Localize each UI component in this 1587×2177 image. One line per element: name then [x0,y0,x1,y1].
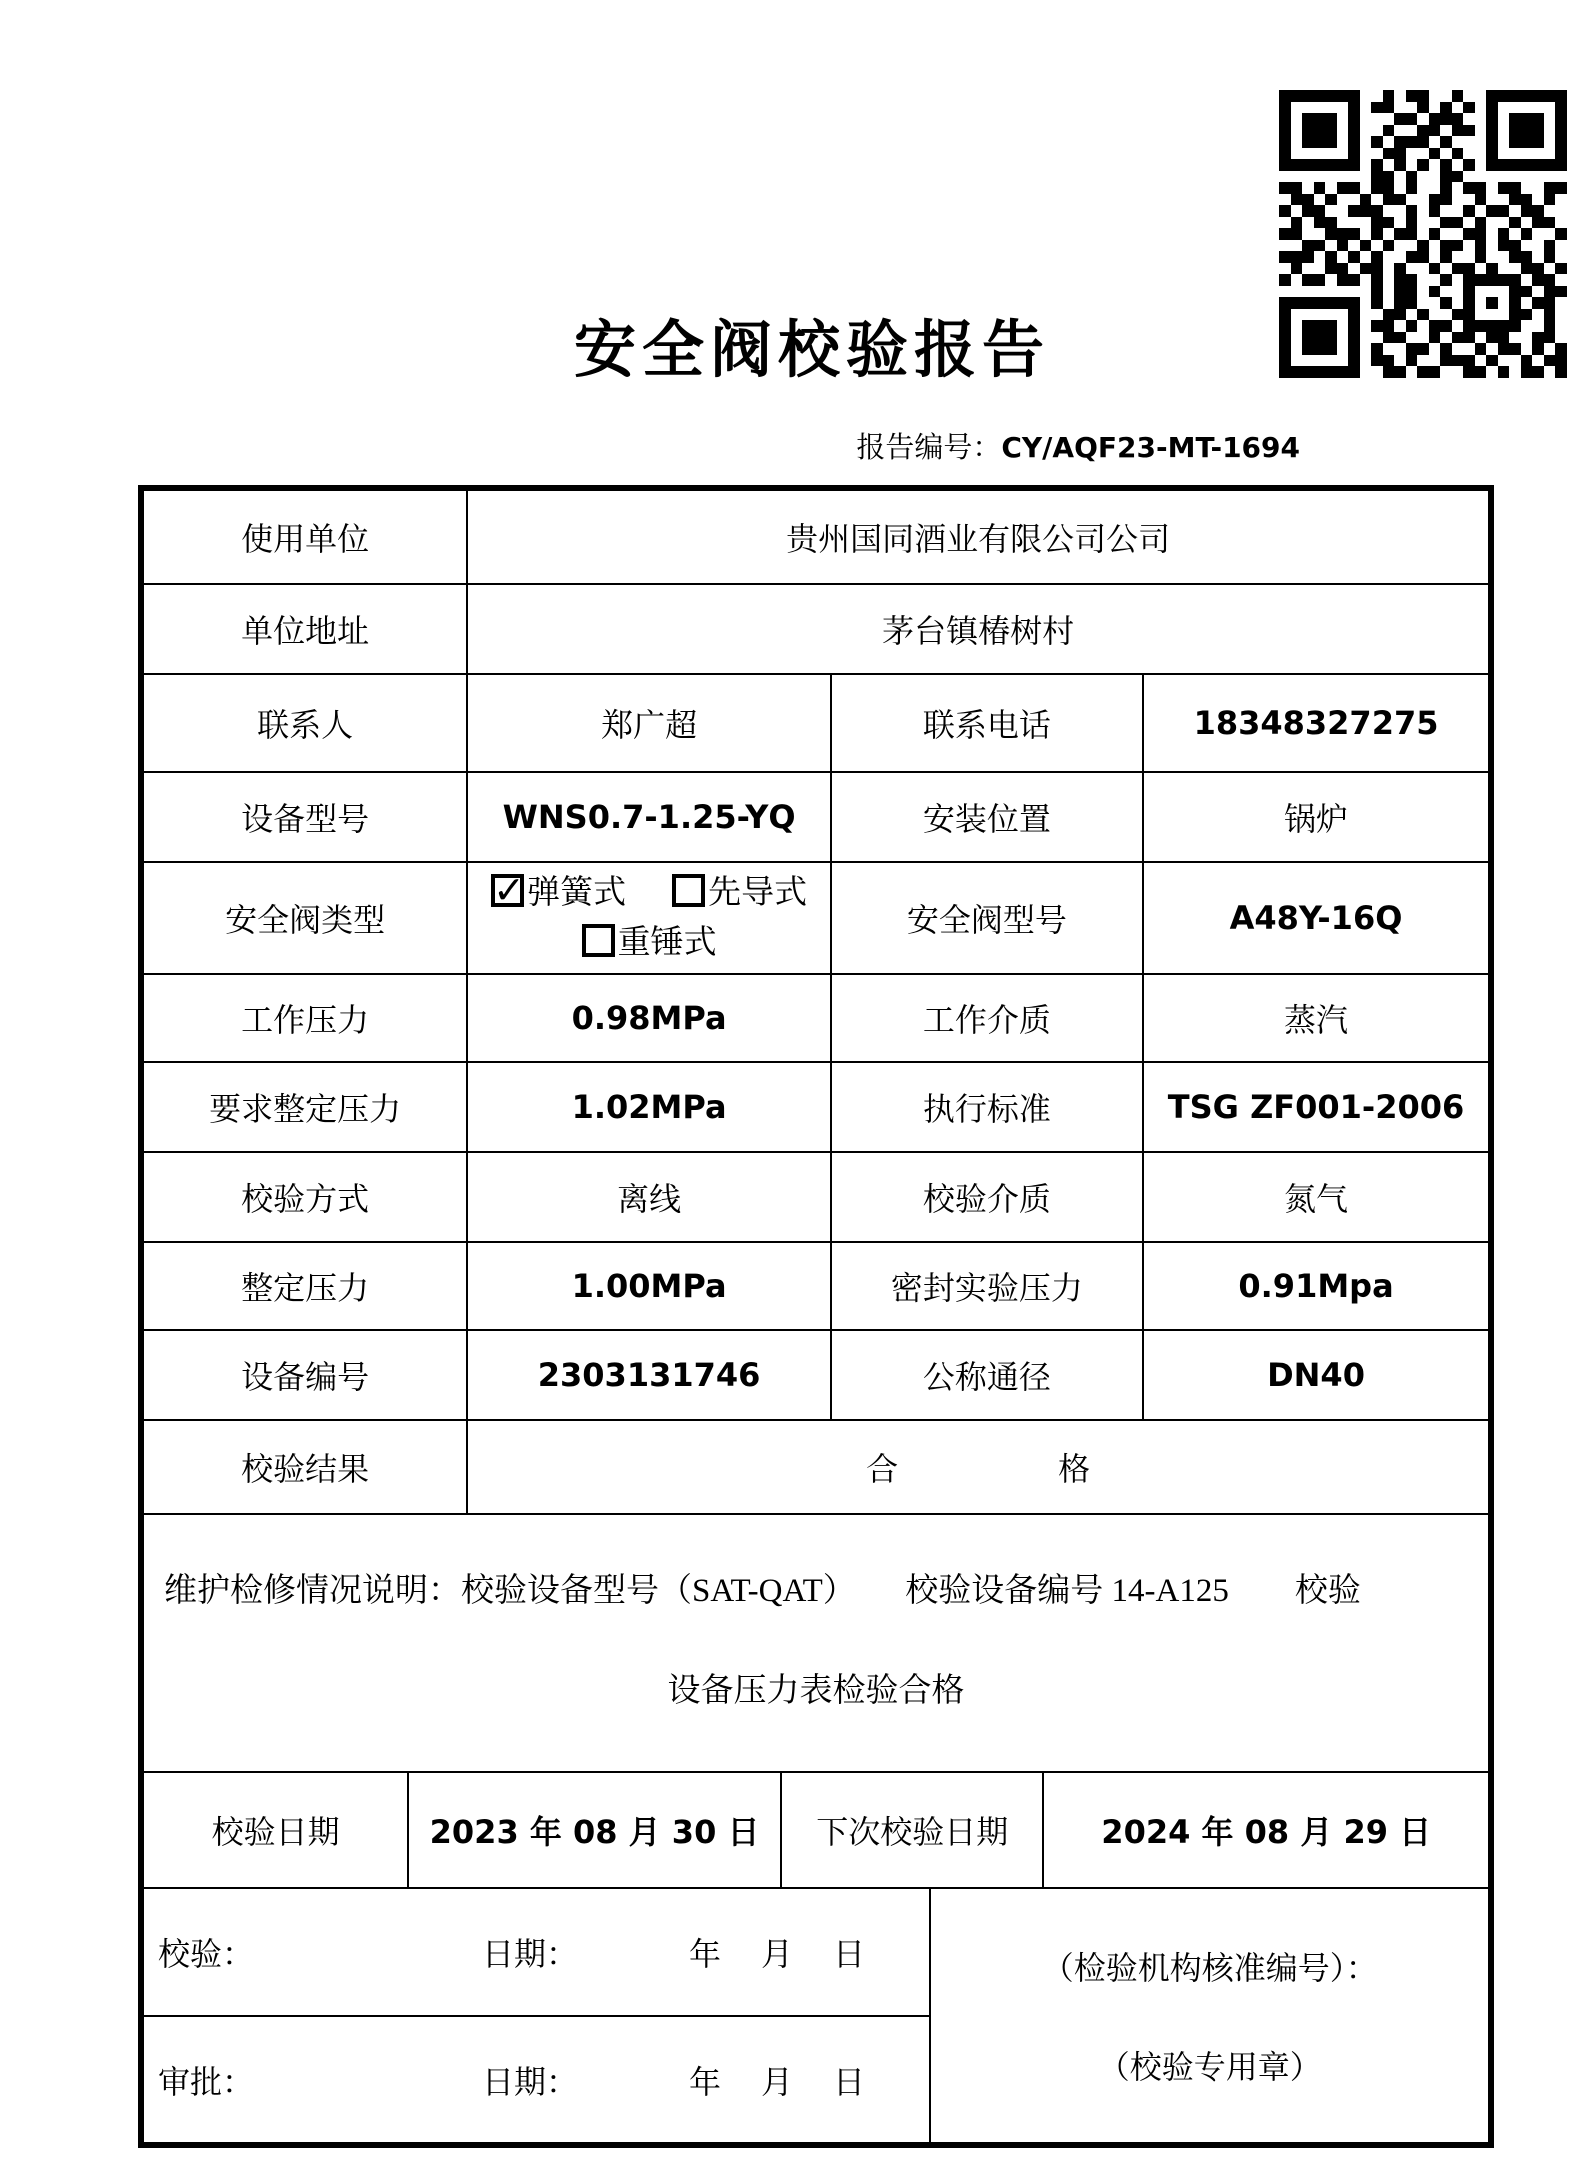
signature-table [142,1887,1490,2144]
main-table [142,489,1490,1773]
calibration-date-value: 2023 年 08 月 30 日 [408,1772,781,1888]
device-no-value: 2303131746 [467,1330,830,1420]
standard-value: TSG ZF001-2006 [1143,1062,1489,1152]
unit-address-label: 单位地址 [143,584,467,674]
required-set-pressure-label: 要求整定压力 [143,1062,467,1152]
table-row [143,1330,1489,1420]
calibration-date-label: 校验日期 [143,1772,408,1888]
install-position-label: 安装位置 [831,772,1143,862]
contact-label: 联系人 [143,674,467,772]
report-number-value: CY/AQF23-MT-1694 [1001,431,1300,464]
result-value: 合 格 [467,1420,1489,1514]
working-medium-label: 工作介质 [831,974,1143,1062]
valve-model-label: 安全阀型号 [831,862,1143,974]
table-row [143,584,1489,674]
phone-label: 联系电话 [831,674,1143,772]
device-no-label: 设备编号 [143,1330,467,1420]
table-row [143,862,1489,974]
seal-test-pressure-label: 密封实验压力 [831,1242,1143,1330]
table-row [143,974,1489,1062]
table-row [143,1420,1489,1514]
table-row [143,490,1489,584]
nominal-diameter-label: 公称通径 [831,1330,1143,1420]
device-model-label: 设备型号 [143,772,467,862]
calibrator-label: 校验： [158,1936,255,1972]
stamp-cell [930,1888,1489,2143]
working-pressure-label: 工作压力 [143,974,467,1062]
nominal-diameter-value: DN40 [1143,1330,1489,1420]
working-medium-value: 蒸汽 [1143,974,1489,1062]
approver-ymd-blanks: 年 月 日 [689,2063,866,2100]
table-row [143,1152,1489,1242]
calibration-medium-value: 氮气 [1143,1152,1489,1242]
calibrator-signature-cell [143,1888,930,2016]
contact-value: 郑广超 [467,674,830,772]
seal-test-pressure-value: 0.91Mpa [1143,1242,1489,1330]
valve-type-options [467,862,830,974]
checkbox-spring-checked-icon [491,874,524,907]
next-calibration-date-value: 2024 年 08 月 29 日 [1043,1772,1489,1888]
calibrator-date-label: 日期： [482,1936,579,1972]
table-row [143,1242,1489,1330]
table-row [143,1772,1489,1888]
phone-value: 18348327275 [1143,674,1489,772]
checkbox-pilot-unchecked-icon [672,874,705,907]
page-title: 安全阀校验报告 [573,317,1050,385]
device-model-value: WNS0.7-1.25-YQ [467,772,830,862]
report-number-line [138,425,1300,466]
valve-type-option-weight: 重锤式 [617,925,717,961]
report-table [138,485,1494,2148]
valve-type-option-spring: 弹簧式 [527,875,627,911]
maintenance-note [143,1514,1489,1772]
next-calibration-date-label: 下次校验日期 [781,1772,1043,1888]
approver-signature-cell [143,2016,930,2143]
approver-label: 审批： [158,2063,255,2100]
maintenance-note-line2: 设备压力表检验合格 [667,1673,965,1709]
result-label: 校验结果 [143,1420,467,1514]
checkbox-weight-unchecked-icon [582,924,615,957]
table-row [143,674,1489,772]
unit-address-value: 茅台镇椿树村 [467,584,1489,674]
valve-model-value: A48Y-16Q [1143,862,1489,974]
usage-unit-value: 贵州国同酒业有限公司公司 [467,490,1489,584]
maintenance-note-line1: 维护检修情况说明：校验设备型号（SAT-QAT） 校验设备编号 14-A125 校验 [164,1573,1361,1609]
agency-approval-no-line: （检验机构核准编号）： [1041,1949,1378,1986]
table-row [143,1514,1489,1772]
install-position-value: 锅炉 [1143,772,1489,862]
table-row [143,1062,1489,1152]
calibrator-ymd-blanks: 年 月 日 [689,1936,866,1972]
set-pressure-label: 整定压力 [143,1242,467,1330]
set-pressure-value: 1.00MPa [467,1242,830,1330]
usage-unit-label: 使用单位 [143,490,467,584]
approver-date-label: 日期： [482,2063,579,2100]
required-set-pressure-value: 1.02MPa [467,1062,830,1152]
table-row [143,772,1489,862]
calibration-method-value: 离线 [467,1152,830,1242]
calibration-stamp-line: （校验专用章） [1097,2049,1322,2086]
standard-label: 执行标准 [831,1062,1143,1152]
valve-type-label: 安全阀类型 [143,862,467,974]
valve-type-option-pilot: 先导式 [708,875,808,911]
dates-table [142,1771,1490,1889]
calibration-medium-label: 校验介质 [831,1152,1143,1242]
report-number-label: 报告编号： [856,432,1002,464]
working-pressure-value: 0.98MPa [467,974,830,1062]
calibration-method-label: 校验方式 [143,1152,467,1242]
table-row [143,1888,1489,2016]
